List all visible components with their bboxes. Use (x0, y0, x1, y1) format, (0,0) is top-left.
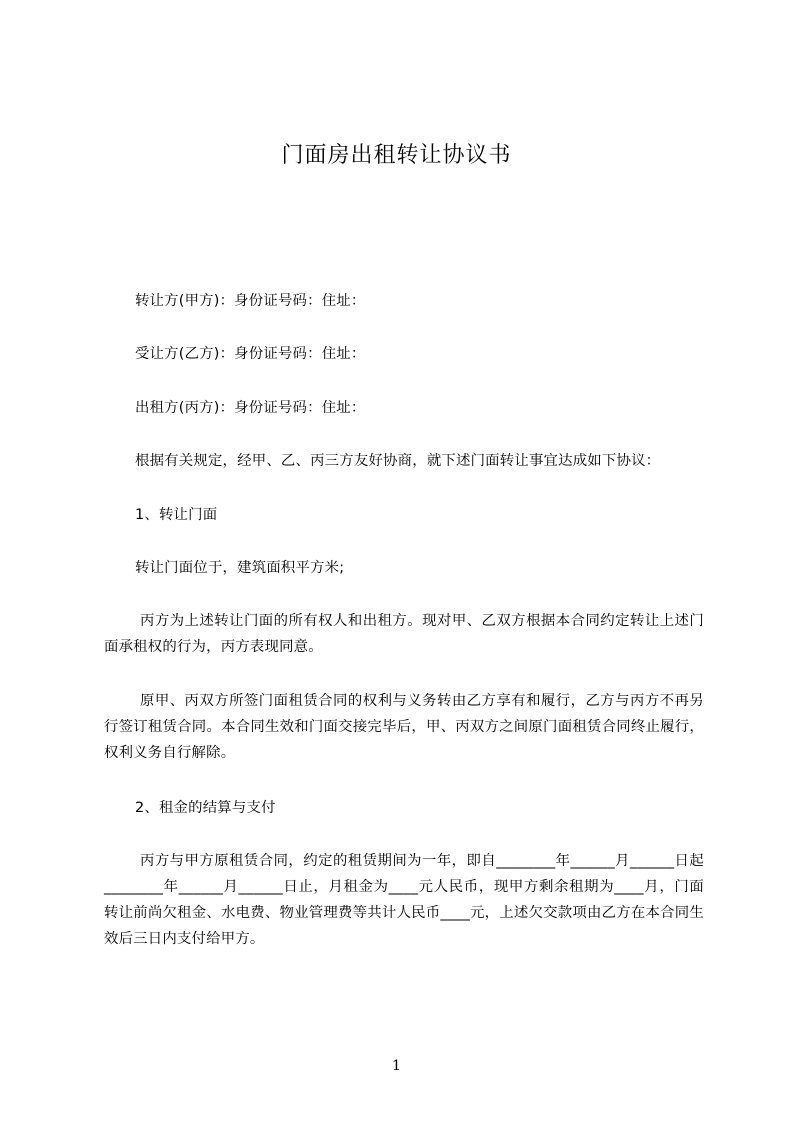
section-2-heading: 2、租金的结算与支付 (135, 800, 276, 816)
intro-paragraph: 根据有关规定，经甲、乙、丙三方友好协商，就下述门面转让事宜达成如下协议： (135, 453, 661, 469)
section-1-paragraph-rights: 原甲、丙双方所签门面租赁合同的权利与义务转由乙方享有和履行，乙方与丙方不再另行签订租赁合同。本合同生效和门面交接完毕后，甲、丙双方之间原门面租赁合同终止履行，权利义务自行解除。 (104, 693, 704, 761)
section-1-heading: 1、转让门面 (135, 507, 218, 523)
party-transferor-line: 转让方(甲方)：身份证号码：住址： (135, 293, 366, 309)
document-title: 门面房出租转让协议书 (281, 143, 512, 168)
party-lessor-line: 出租方(丙方)：身份证号码：住址： (135, 400, 366, 416)
party-transferee-line: 受让方(乙方)：身份证号码：住址： (135, 346, 366, 362)
section-2-paragraph-rent: 丙方与甲方原租赁合同，约定的租赁期间为一年，即自________年______月______日起________年______月______日止，月租金为____元人民币，现甲方剩余租期为____月，门面转让前尚欠租金、水电费、物业管理费等共计人民币____元，上述欠交款项由乙方在本合同生效后三日内支付给甲方。 (104, 853, 704, 947)
section-1-paragraph-consent: 丙方为上述转让门面的所有权人和出租方。现对甲、乙双方根据本合同约定转让上述门面承租权的行为，丙方表现同意。 (104, 613, 704, 655)
section-1-paragraph-location: 转让门面位于，建筑面积平方米; (135, 560, 345, 576)
page-number: 1 (392, 1058, 401, 1074)
